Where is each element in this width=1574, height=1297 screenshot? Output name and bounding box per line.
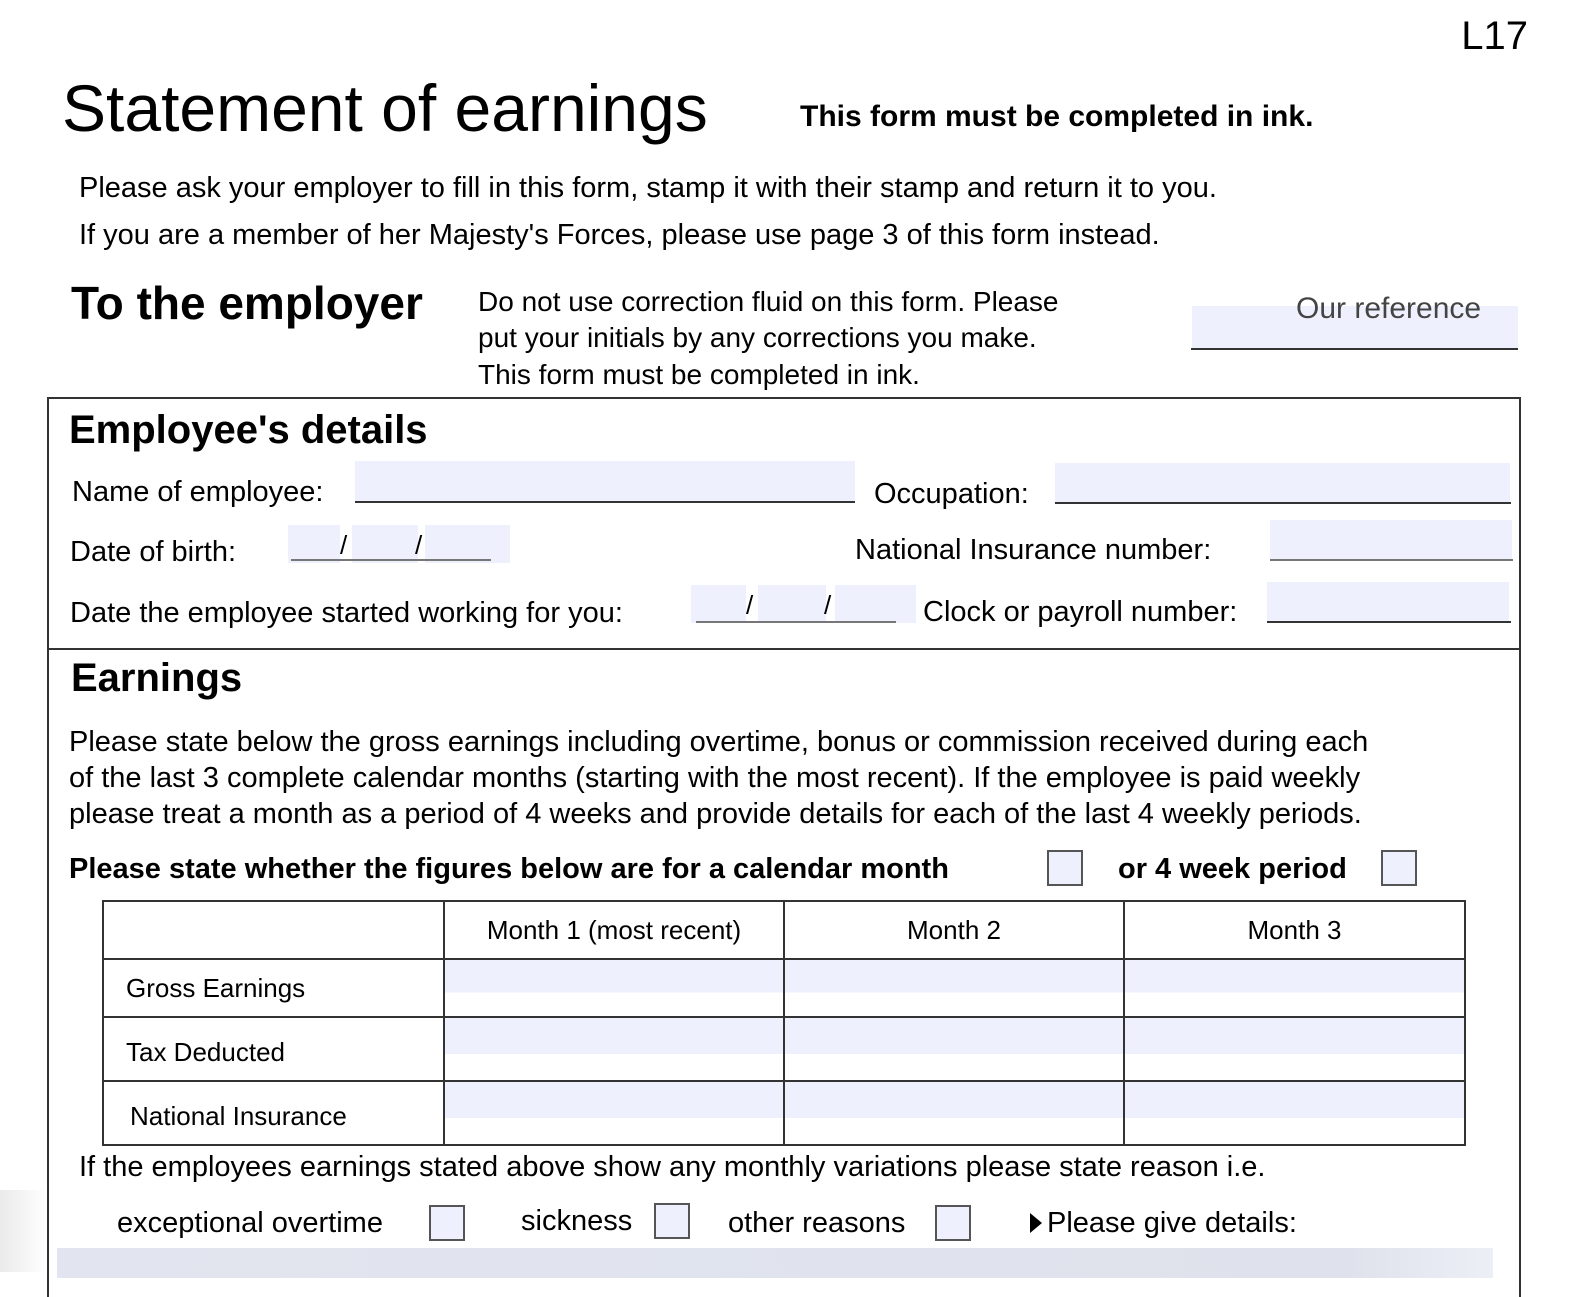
name-label: Name of employee: bbox=[72, 476, 324, 508]
occupation-input[interactable] bbox=[1055, 463, 1510, 503]
earnings-instructions-3: please treat a month as a period of 4 weeks and provide details for each of the last 4 weekly periods. bbox=[69, 798, 1362, 830]
period-alt-label: or 4 week period bbox=[1118, 853, 1347, 885]
dob-separator-2: / bbox=[415, 530, 423, 560]
start-date-separator-1: / bbox=[746, 590, 754, 620]
start-date-day-input[interactable] bbox=[691, 585, 746, 623]
arrow-right-icon bbox=[1030, 1213, 1042, 1233]
tax-deducted-month-3-input[interactable] bbox=[1124, 1017, 1465, 1081]
sickness-checkbox[interactable] bbox=[654, 1203, 690, 1239]
page-edge-shadow bbox=[0, 1190, 47, 1272]
page-title: Statement of earnings bbox=[62, 71, 708, 145]
table-row bbox=[103, 1017, 1465, 1081]
national-insurance-month-1-input[interactable] bbox=[444, 1081, 784, 1145]
employer-note-2: put your initials by any corrections you make. bbox=[478, 322, 1037, 353]
payroll-number-label: Clock or payroll number: bbox=[923, 596, 1238, 628]
our-reference-label: Our reference bbox=[1296, 292, 1482, 325]
national-insurance-month-2-input[interactable] bbox=[784, 1081, 1124, 1145]
reason-label-sickness: sickness bbox=[521, 1205, 633, 1237]
start-date-separator-2: / bbox=[824, 590, 832, 620]
employee-details-heading: Employee's details bbox=[69, 408, 428, 452]
national-insurance-month-3-input[interactable] bbox=[1124, 1081, 1465, 1145]
gross-earnings-month-1-input[interactable] bbox=[444, 959, 784, 1017]
details-prompt: Please give details: bbox=[1047, 1207, 1297, 1239]
dob-month-input[interactable] bbox=[352, 525, 418, 563]
reason-label-other-reasons: other reasons bbox=[728, 1207, 906, 1239]
payroll-number-input[interactable] bbox=[1267, 582, 1509, 622]
earnings-instructions-1: Please state below the gross earnings including overtime, bonus or commission received during each bbox=[69, 726, 1369, 758]
tax-deducted-month-1-input[interactable] bbox=[444, 1017, 784, 1081]
calendar-month-checkbox[interactable] bbox=[1047, 850, 1083, 886]
ni-number-input[interactable] bbox=[1270, 520, 1512, 560]
dob-underline bbox=[291, 559, 491, 561]
occupation-label: Occupation: bbox=[874, 478, 1029, 510]
gross-earnings-month-3-input[interactable] bbox=[1124, 959, 1465, 1017]
other-reasons-checkbox[interactable] bbox=[935, 1205, 971, 1241]
column-header-blank bbox=[103, 901, 444, 959]
table-row bbox=[103, 1081, 1465, 1145]
exceptional-overtime-checkbox[interactable] bbox=[429, 1205, 465, 1241]
row-label-national-insurance: National Insurance bbox=[103, 1081, 444, 1145]
dob-separator-1: / bbox=[340, 530, 348, 560]
dob-label: Date of birth: bbox=[70, 536, 237, 568]
employer-note-3: This form must be completed in ink. bbox=[478, 359, 920, 390]
ni-number-label: National Insurance number: bbox=[855, 534, 1212, 566]
earnings-table bbox=[102, 900, 1466, 1146]
dob-day-input[interactable] bbox=[288, 525, 340, 563]
four-week-period-checkbox[interactable] bbox=[1381, 850, 1417, 886]
details-input[interactable] bbox=[57, 1248, 1493, 1278]
form-code: L17 bbox=[1461, 14, 1528, 58]
start-date-year-input[interactable] bbox=[835, 585, 916, 623]
employer-heading: To the employer bbox=[71, 277, 423, 329]
our-reference-underline bbox=[1191, 348, 1518, 350]
row-label-gross-earnings: Gross Earnings bbox=[103, 959, 444, 1017]
earnings-heading: Earnings bbox=[71, 656, 243, 700]
name-input[interactable] bbox=[355, 461, 855, 503]
gross-earnings-month-2-input[interactable] bbox=[784, 959, 1124, 1017]
variation-question: If the employees earnings stated above show any monthly variations please state reason i.e. bbox=[79, 1151, 1266, 1183]
column-header-month-2: Month 2 bbox=[784, 901, 1124, 959]
intro-line-2: If you are a member of her Majesty's Forces, please use page 3 of this form instead. bbox=[79, 219, 1160, 251]
earnings-instructions-2: of the last 3 complete calendar months (starting with the most recent). If the employee is paid weekly bbox=[69, 762, 1361, 794]
start-date-month-input[interactable] bbox=[758, 585, 826, 623]
reason-label-exceptional-overtime: exceptional overtime bbox=[117, 1207, 383, 1239]
table-header-row bbox=[103, 901, 1465, 959]
start-date-label: Date the employee started working for you: bbox=[70, 597, 623, 629]
name-underline bbox=[355, 501, 855, 503]
section-divider bbox=[47, 648, 1521, 650]
ni-number-underline bbox=[1270, 559, 1513, 561]
employer-note-1: Do not use correction fluid on this form. Please bbox=[478, 286, 1059, 317]
column-header-month-1: Month 1 (most recent) bbox=[444, 901, 784, 959]
intro-line-1: Please ask your employer to fill in this form, stamp it with their stamp and return it to you. bbox=[79, 172, 1217, 204]
dob-year-input[interactable] bbox=[425, 525, 510, 563]
column-header-month-3: Month 3 bbox=[1124, 901, 1465, 959]
occupation-underline bbox=[1055, 502, 1511, 504]
ink-notice: This form must be completed in ink. bbox=[800, 100, 1314, 133]
payroll-number-underline bbox=[1267, 621, 1511, 623]
table-row bbox=[103, 959, 1465, 1017]
period-question: Please state whether the figures below are for a calendar month bbox=[69, 853, 949, 885]
start-date-underline bbox=[696, 621, 896, 623]
row-label-tax-deducted: Tax Deducted bbox=[103, 1017, 444, 1081]
tax-deducted-month-2-input[interactable] bbox=[784, 1017, 1124, 1081]
